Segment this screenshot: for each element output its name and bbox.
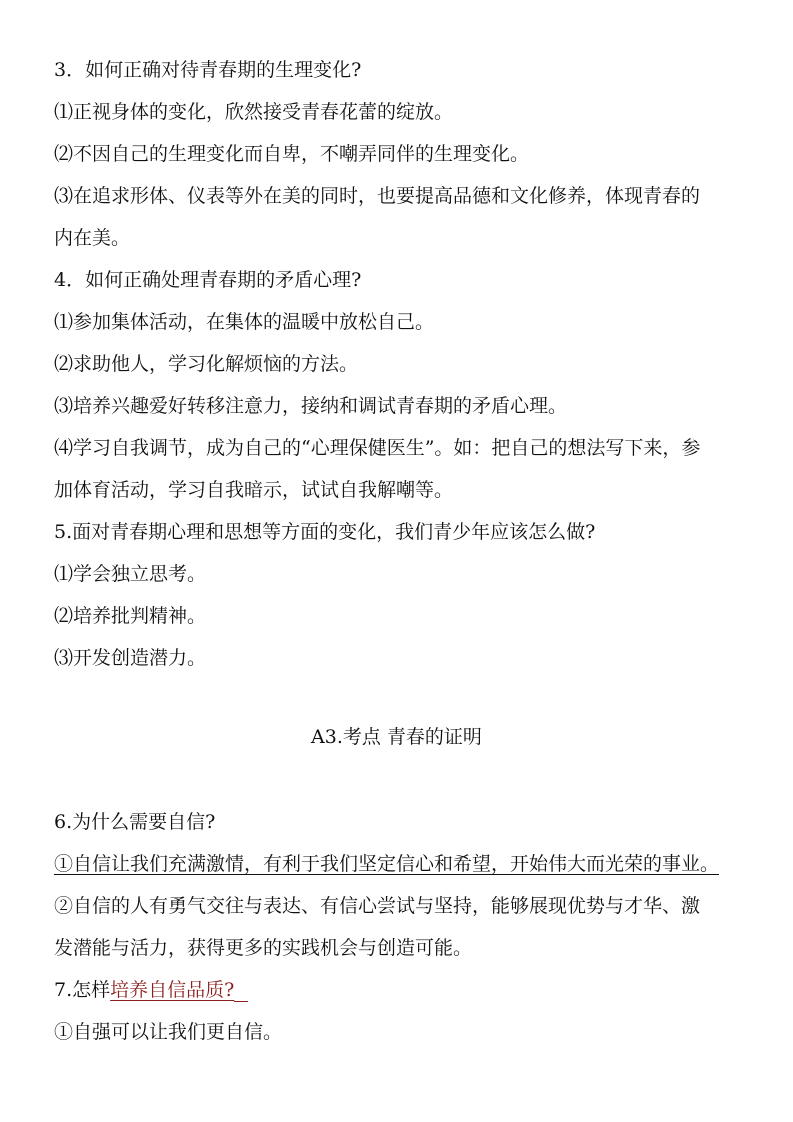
topic-a3-title: A3.考点 青春的证明 xyxy=(311,726,482,748)
q6-item-1 xyxy=(54,852,754,876)
q3-item-1: ⑴正视身体的变化，欣然接受青春花蕾的绽放。 xyxy=(54,101,454,123)
q3-item-3-continued: 内在美。 xyxy=(54,227,131,249)
q3-item-3: ⑶在追求形体、仪表等外在美的同时，也要提高品德和文化修养，体现青春的 xyxy=(54,185,701,207)
q6-item-2-continued: 发潜能与活力，获得更多的实践机会与创造可能。 xyxy=(54,937,473,959)
q6-heading: 6.为什么需要自信? xyxy=(54,811,216,833)
q4-item-4-continued: 加体育活动，学习自我暗示，试试自我解嘲等。 xyxy=(54,479,454,501)
q4-heading: 4．如何正确处理青春期的矛盾心理? xyxy=(54,269,362,291)
q6-item-1-underlined-text: ①自信让我们充满激情，有利于我们坚定信心和希望，开始伟大而光荣的事业。 xyxy=(54,853,720,875)
q3-heading: 3．如何正确对待青春期的生理变化? xyxy=(54,59,362,81)
q4-item-2: ⑵求助他人，学习化解烦恼的方法。 xyxy=(54,353,359,375)
q6-item-2: ②自信的人有勇气交往与表达、有信心尝试与坚持，能够展现优势与才华、激 xyxy=(54,895,701,917)
q7-heading xyxy=(54,978,754,1002)
q5-heading: 5.面对青春期心理和思想等方面的变化，我们青少年应该怎么做? xyxy=(54,521,596,543)
q7-heading-prefix: 7.怎样 xyxy=(54,979,111,1001)
q4-item-3: ⑶培养兴趣爱好转移注意力，接纳和调试青春期的矛盾心理。 xyxy=(54,395,568,417)
q5-item-1: ⑴学会独立思考。 xyxy=(54,563,207,585)
q3-item-2: ⑵不因自己的生理变化而自卑，不嘲弄同伴的生理变化。 xyxy=(54,143,530,165)
q7-heading-link[interactable]: 培养自信品质? xyxy=(110,979,235,1001)
q4-item-4: ⑷学习自我调节，成为自己的“心理保健医生”。如：把自己的想法写下来，参 xyxy=(54,437,701,459)
q5-item-3: ⑶开发创造潜力。 xyxy=(54,647,207,669)
q5-item-2: ⑵培养批判精神。 xyxy=(54,605,207,627)
q7-underline-tail xyxy=(234,979,248,1002)
q4-item-1: ⑴参加集体活动，在集体的温暖中放松自己。 xyxy=(54,311,435,333)
q7-item-1: ①自强可以让我们更自信。 xyxy=(54,1021,283,1043)
